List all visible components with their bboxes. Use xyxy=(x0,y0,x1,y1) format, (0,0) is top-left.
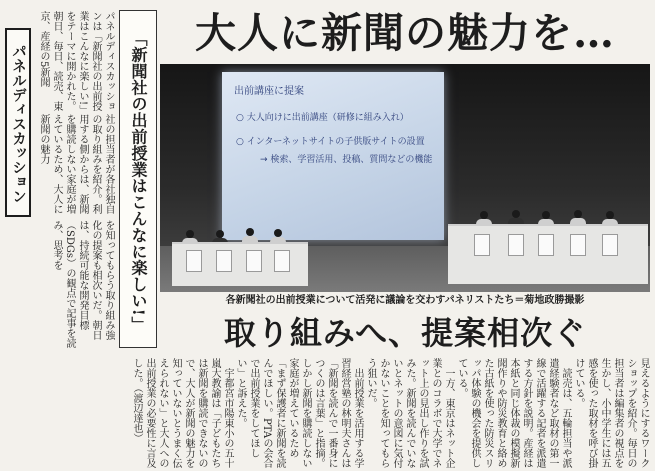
article-paragraph: 宇都宮市陽東小の五十嵐大教諭は「子どもたちは新聞を購読できないので、大人が新聞の魅力を知っていないとうまく伝えられない」と大人への出前授業の必要性に言及した。（渡辺達也） xyxy=(131,358,233,468)
name-card xyxy=(538,234,554,256)
article-paragraph: パネルディスカッションは「新聞社の出前授業はこんなに楽しい!」をテーマに開かれた。朝日、毎日、読売、東京、産経の5新聞 xyxy=(38,11,114,111)
slide-item: ○ 大人向けに出前講座（研修に組み入れ） xyxy=(236,113,409,123)
slide-item: → 検索、学習活用、投稿、質問などの機能 xyxy=(260,155,433,165)
slide-title: 出前講座に提案 xyxy=(234,86,304,97)
vertical-subheadline: 「新聞社の出前授業はこんなに楽しい!」 xyxy=(119,10,157,348)
article-paragraph: 読売は、五輪担当や派遣経験者など取材の第一線で活躍する記者を派遣する方針を説明。産経は本紙と同じ体裁の模擬新聞作りや防災教育と絡めた古紙を使った防災スリッパ体験の機会を提供している。 xyxy=(456,358,571,468)
name-card xyxy=(508,234,524,256)
name-card xyxy=(216,250,232,272)
panel-table-left xyxy=(172,242,308,286)
photo-caption: 各新聞社の出前授業について活発に議論を交わすパネリストたち＝菊地政勝撮影 xyxy=(225,295,585,306)
article-paragraph: 出前授業を活用する学習経営塾の林明夫さんは「新聞を読んで一番身につくのは言葉」と指摘。しかし新聞を購読しない家庭が増えているため「まず保護者に新聞を読んでほしい。PTAの会合で出前授業をしてほしい」と訴えた。 xyxy=(235,358,363,469)
article-text-tier-3 xyxy=(33,220,115,348)
name-card xyxy=(602,234,618,256)
article-text-tier-1 xyxy=(33,11,115,111)
name-card xyxy=(570,234,586,256)
projection-screen xyxy=(222,72,444,240)
name-card xyxy=(246,250,262,272)
article-paragraph: を知ってもらう取り組み強化の提案も相次いだ。朝日は、持続可能な開発目標（SDGs）の観点で記事を読み、思考を xyxy=(51,220,114,348)
name-card xyxy=(474,234,490,256)
main-headline: 大人に新聞の魅力を… xyxy=(195,9,615,57)
section-label: パネルディスカッション xyxy=(5,28,31,217)
article-paragraph: 見えるようにするワークショップを紹介。毎日の担当者は編集者の視点を生かし、小中学生には五感を使った取材を呼び掛けている。 xyxy=(573,358,649,468)
panel-table-right xyxy=(448,224,648,284)
second-headline: 取り組みへ、提案相次ぐ xyxy=(223,314,587,352)
panel-discussion-photo xyxy=(160,64,650,292)
article-text-tier-2 xyxy=(33,114,115,214)
article-paragraph: 社の担当者が各社独自の取り組みを紹介。利用する側からは、新聞を購読しない家庭が増えているため、大人に新聞の魅力 xyxy=(38,114,114,214)
name-card xyxy=(186,250,202,272)
article-text-tier-4 xyxy=(32,358,650,470)
slide-item: ○ インターネットサイトの子供版サイトの設置 xyxy=(236,137,425,147)
name-card xyxy=(274,250,290,272)
article-paragraph: 一方、東京はネット企業とのコラボで大学でネット上の見出し作りを試みた。新聞を読んでいないとネットの意図に気付かないことを知ってもらう狙いだ。 xyxy=(365,358,454,468)
